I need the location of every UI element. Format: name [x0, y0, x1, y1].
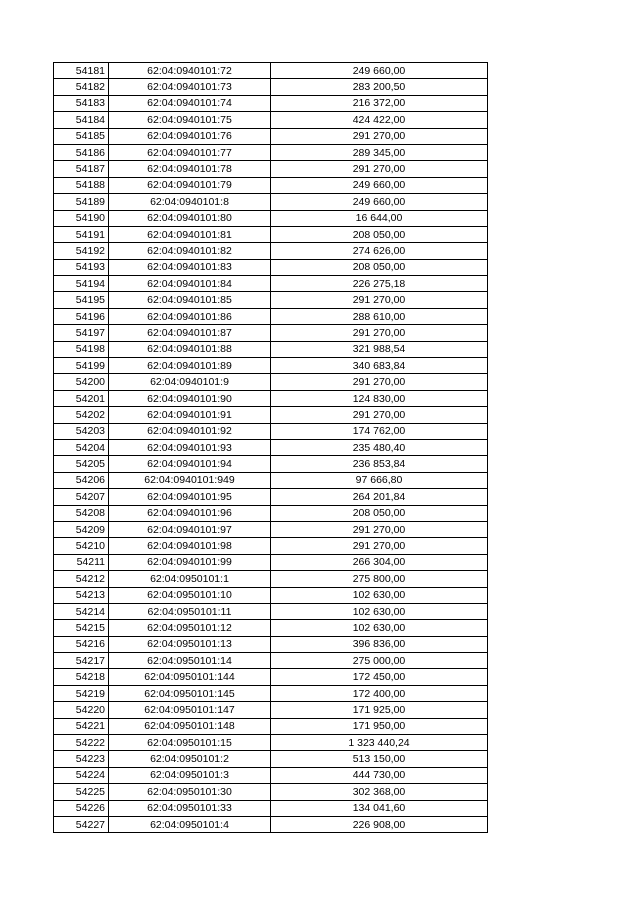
cadastral-number-cell: 62:04:0950101:13	[109, 636, 271, 652]
table-row	[54, 144, 488, 160]
table-row	[54, 489, 488, 505]
cadastral-number-cell: 62:04:0950101:4	[109, 816, 271, 832]
row-number-cell: 54192	[54, 243, 109, 259]
row-number-cell: 54185	[54, 128, 109, 144]
table-row	[54, 636, 488, 652]
cadastral-value-cell: 340 683,84	[271, 358, 488, 374]
cadastral-number-cell: 62:04:0950101:148	[109, 718, 271, 734]
table-row	[54, 79, 488, 95]
cadastral-number-cell: 62:04:0950101:2	[109, 751, 271, 767]
cadastral-number-cell: 62:04:0950101:3	[109, 767, 271, 783]
table-row	[54, 505, 488, 521]
table-row	[54, 767, 488, 783]
cadastral-value-cell: 16 644,00	[271, 210, 488, 226]
cadastral-number-cell: 62:04:0940101:95	[109, 489, 271, 505]
cadastral-value-cell: 264 201,84	[271, 489, 488, 505]
row-number-cell: 54189	[54, 194, 109, 210]
table-row	[54, 407, 488, 423]
cadastral-number-cell: 62:04:0950101:11	[109, 603, 271, 619]
table-row	[54, 358, 488, 374]
cadastral-value-cell: 102 630,00	[271, 620, 488, 636]
cadastral-number-cell: 62:04:0940101:79	[109, 177, 271, 193]
cadastral-value-cell: 236 853,84	[271, 456, 488, 472]
cadastral-number-cell: 62:04:0950101:147	[109, 702, 271, 718]
row-number-cell: 54186	[54, 144, 109, 160]
cadastral-value-cell: 249 660,00	[271, 177, 488, 193]
cadastral-value-cell: 266 304,00	[271, 554, 488, 570]
cadastral-value-cell: 172 450,00	[271, 669, 488, 685]
table-row	[54, 423, 488, 439]
row-number-cell: 54211	[54, 554, 109, 570]
cadastral-value-cell: 291 270,00	[271, 374, 488, 390]
row-number-cell: 54198	[54, 341, 109, 357]
cadastral-value-cell: 291 270,00	[271, 521, 488, 537]
cadastral-value-cell: 275 000,00	[271, 653, 488, 669]
row-number-cell: 54218	[54, 669, 109, 685]
table-row	[54, 472, 488, 488]
row-number-cell: 54206	[54, 472, 109, 488]
row-number-cell: 54193	[54, 259, 109, 275]
row-number-cell: 54205	[54, 456, 109, 472]
table-row	[54, 243, 488, 259]
cadastral-number-cell: 62:04:0940101:80	[109, 210, 271, 226]
cadastral-value-cell: 291 270,00	[271, 325, 488, 341]
table-row	[54, 620, 488, 636]
cadastral-value-cell: 275 800,00	[271, 571, 488, 587]
cadastral-value-cell: 274 626,00	[271, 243, 488, 259]
cadastral-number-cell: 62:04:0940101:74	[109, 95, 271, 111]
cadastral-number-cell: 62:04:0940101:72	[109, 63, 271, 79]
cadastral-number-cell: 62:04:0950101:12	[109, 620, 271, 636]
cadastral-number-cell: 62:04:0940101:75	[109, 112, 271, 128]
row-number-cell: 54214	[54, 603, 109, 619]
cadastral-value-cell: 291 270,00	[271, 128, 488, 144]
table-row	[54, 751, 488, 767]
cadastral-number-cell: 62:04:0950101:10	[109, 587, 271, 603]
table-row	[54, 259, 488, 275]
cadastral-value-cell: 134 041,60	[271, 800, 488, 816]
row-number-cell: 54200	[54, 374, 109, 390]
row-number-cell: 54201	[54, 390, 109, 406]
row-number-cell: 54197	[54, 325, 109, 341]
cadastral-value-cell: 171 950,00	[271, 718, 488, 734]
table-row	[54, 210, 488, 226]
row-number-cell: 54219	[54, 685, 109, 701]
cadastral-number-cell: 62:04:0940101:949	[109, 472, 271, 488]
cadastral-number-cell: 62:04:0940101:94	[109, 456, 271, 472]
table-row	[54, 669, 488, 685]
cadastral-number-cell: 62:04:0940101:81	[109, 226, 271, 242]
cadastral-number-cell: 62:04:0950101:14	[109, 653, 271, 669]
cadastral-value-cell: 171 925,00	[271, 702, 488, 718]
cadastral-value-cell: 208 050,00	[271, 259, 488, 275]
row-number-cell: 54208	[54, 505, 109, 521]
cadastral-number-cell: 62:04:0940101:86	[109, 308, 271, 324]
cadastral-value-cell: 288 610,00	[271, 308, 488, 324]
cadastral-value-cell: 291 270,00	[271, 292, 488, 308]
row-number-cell: 54195	[54, 292, 109, 308]
table-row	[54, 800, 488, 816]
cadastral-number-cell: 62:04:0940101:83	[109, 259, 271, 275]
cadastral-value-cell: 291 270,00	[271, 407, 488, 423]
row-number-cell: 54220	[54, 702, 109, 718]
cadastral-value-cell: 97 666,80	[271, 472, 488, 488]
cadastral-number-cell: 62:04:0940101:98	[109, 538, 271, 554]
table-row	[54, 685, 488, 701]
cadastral-value-cell: 102 630,00	[271, 587, 488, 603]
cadastral-value-cell: 124 830,00	[271, 390, 488, 406]
cadastral-number-cell: 62:04:0950101:145	[109, 685, 271, 701]
cadastral-number-cell: 62:04:0940101:76	[109, 128, 271, 144]
row-number-cell: 54181	[54, 63, 109, 79]
row-number-cell: 54212	[54, 571, 109, 587]
table-row	[54, 603, 488, 619]
row-number-cell: 54217	[54, 653, 109, 669]
row-number-cell: 54207	[54, 489, 109, 505]
cadastral-number-cell: 62:04:0940101:99	[109, 554, 271, 570]
table-row	[54, 702, 488, 718]
table-row	[54, 292, 488, 308]
cadastral-value-cell: 208 050,00	[271, 226, 488, 242]
row-number-cell: 54196	[54, 308, 109, 324]
table-row	[54, 374, 488, 390]
row-number-cell: 54182	[54, 79, 109, 95]
table-row	[54, 521, 488, 537]
cadastral-number-cell: 62:04:0940101:87	[109, 325, 271, 341]
table-row	[54, 63, 488, 79]
table-row	[54, 226, 488, 242]
table-row	[54, 308, 488, 324]
table-row	[54, 390, 488, 406]
row-number-cell: 54215	[54, 620, 109, 636]
cadastral-value-cell: 249 660,00	[271, 194, 488, 210]
table-row	[54, 718, 488, 734]
cadastral-number-cell: 62:04:0940101:93	[109, 439, 271, 455]
table-row	[54, 112, 488, 128]
cadastral-number-cell: 62:04:0950101:1	[109, 571, 271, 587]
cadastral-value-cell: 291 270,00	[271, 161, 488, 177]
row-number-cell: 54194	[54, 276, 109, 292]
table-row	[54, 456, 488, 472]
cadastral-value-cell: 396 836,00	[271, 636, 488, 652]
cadastral-number-cell: 62:04:0940101:85	[109, 292, 271, 308]
row-number-cell: 54184	[54, 112, 109, 128]
table-body	[54, 63, 488, 833]
row-number-cell: 54199	[54, 358, 109, 374]
cadastral-value-cell: 289 345,00	[271, 144, 488, 160]
cadastral-value-cell: 444 730,00	[271, 767, 488, 783]
table-row	[54, 816, 488, 832]
cadastral-value-cell: 226 275,18	[271, 276, 488, 292]
cadastral-number-cell: 62:04:0940101:8	[109, 194, 271, 210]
cadastral-value-cell: 321 988,54	[271, 341, 488, 357]
cadastral-value-cell: 102 630,00	[271, 603, 488, 619]
cadastral-number-cell: 62:04:0950101:30	[109, 784, 271, 800]
cadastral-number-cell: 62:04:0940101:78	[109, 161, 271, 177]
cadastral-number-cell: 62:04:0950101:15	[109, 735, 271, 751]
cadastral-value-cell: 226 908,00	[271, 816, 488, 832]
row-number-cell: 54203	[54, 423, 109, 439]
cadastral-number-cell: 62:04:0940101:90	[109, 390, 271, 406]
table-row	[54, 653, 488, 669]
table-row	[54, 194, 488, 210]
cadastral-value-cell: 424 422,00	[271, 112, 488, 128]
cadastral-value-table	[53, 62, 488, 833]
cadastral-number-cell: 62:04:0940101:89	[109, 358, 271, 374]
row-number-cell: 54224	[54, 767, 109, 783]
cadastral-value-cell: 1 323 440,24	[271, 735, 488, 751]
cadastral-value-cell: 302 368,00	[271, 784, 488, 800]
row-number-cell: 54188	[54, 177, 109, 193]
table-row	[54, 571, 488, 587]
cadastral-number-cell: 62:04:0940101:88	[109, 341, 271, 357]
table-row	[54, 128, 488, 144]
cadastral-value-cell: 283 200,50	[271, 79, 488, 95]
cadastral-number-cell: 62:04:0940101:84	[109, 276, 271, 292]
cadastral-value-cell: 172 400,00	[271, 685, 488, 701]
cadastral-number-cell: 62:04:0940101:82	[109, 243, 271, 259]
cadastral-value-cell: 208 050,00	[271, 505, 488, 521]
table-row	[54, 325, 488, 341]
cadastral-number-cell: 62:04:0950101:33	[109, 800, 271, 816]
cadastral-value-cell: 235 480,40	[271, 439, 488, 455]
row-number-cell: 54226	[54, 800, 109, 816]
table-row	[54, 161, 488, 177]
table-row	[54, 735, 488, 751]
cadastral-value-cell: 174 762,00	[271, 423, 488, 439]
table-row	[54, 341, 488, 357]
table-row	[54, 587, 488, 603]
cadastral-value-cell: 216 372,00	[271, 95, 488, 111]
table-row	[54, 95, 488, 111]
table-row	[54, 439, 488, 455]
table-row	[54, 538, 488, 554]
row-number-cell: 54190	[54, 210, 109, 226]
row-number-cell: 54216	[54, 636, 109, 652]
cadastral-number-cell: 62:04:0940101:97	[109, 521, 271, 537]
cadastral-number-cell: 62:04:0940101:77	[109, 144, 271, 160]
table-row	[54, 276, 488, 292]
cadastral-value-cell: 513 150,00	[271, 751, 488, 767]
row-number-cell: 54209	[54, 521, 109, 537]
cadastral-value-cell: 291 270,00	[271, 538, 488, 554]
row-number-cell: 54191	[54, 226, 109, 242]
cadastral-number-cell: 62:04:0950101:144	[109, 669, 271, 685]
row-number-cell: 54223	[54, 751, 109, 767]
row-number-cell: 54204	[54, 439, 109, 455]
cadastral-number-cell: 62:04:0940101:96	[109, 505, 271, 521]
row-number-cell: 54202	[54, 407, 109, 423]
cadastral-number-cell: 62:04:0940101:92	[109, 423, 271, 439]
row-number-cell: 54221	[54, 718, 109, 734]
row-number-cell: 54225	[54, 784, 109, 800]
cadastral-value-cell: 249 660,00	[271, 63, 488, 79]
row-number-cell: 54210	[54, 538, 109, 554]
table-row	[54, 177, 488, 193]
row-number-cell: 54213	[54, 587, 109, 603]
cadastral-number-cell: 62:04:0940101:9	[109, 374, 271, 390]
cadastral-number-cell: 62:04:0940101:73	[109, 79, 271, 95]
table-row	[54, 554, 488, 570]
table-row	[54, 784, 488, 800]
cadastral-number-cell: 62:04:0940101:91	[109, 407, 271, 423]
row-number-cell: 54187	[54, 161, 109, 177]
row-number-cell: 54222	[54, 735, 109, 751]
row-number-cell: 54183	[54, 95, 109, 111]
row-number-cell: 54227	[54, 816, 109, 832]
